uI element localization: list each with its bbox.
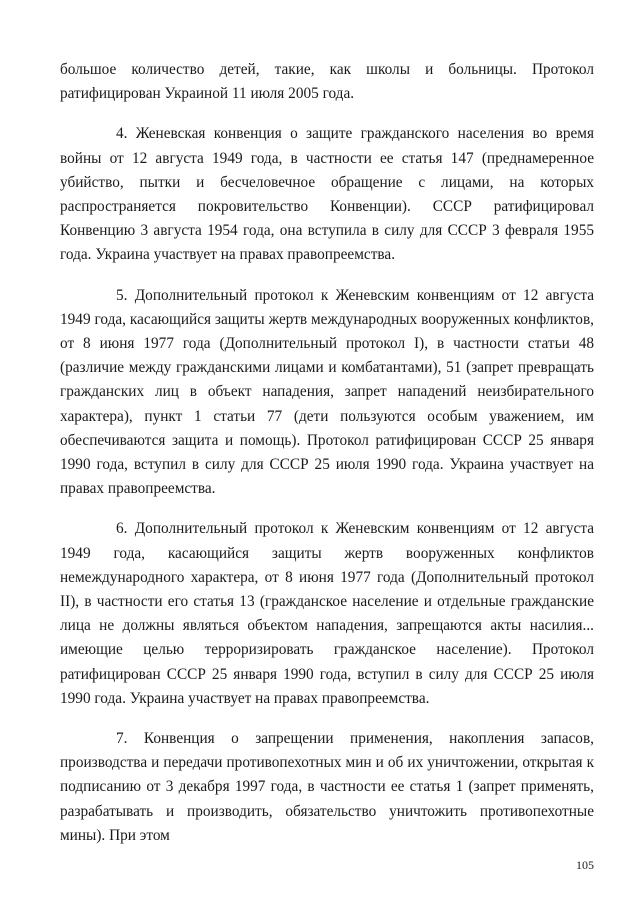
page-number: 105 <box>576 858 594 872</box>
paragraph-item-5: 5. Дополнительный протокол к Женевским конвенциям от 12 августа 1949 года, касающийся защиты жертв международных вооруженных конфликтов, от 8 июня 1977 года (Дополнительный протокол I), в частности статьи 48 (различие между гражданскими лицами и комбатантами), 51 (запрет превращать гражданских лиц в объект нападения, запрет нападений неизбирательного характера), пункт 1 статьи 77 (дети пользуются особым уважением, им обеспечиваются защита и помощь). Протокол ратифицирован СССР 25 января 1990 года, вступил в силу для СССР 25 июля 1990 года. Украина участвует на правах правопреемства. <box>60 286 594 498</box>
document-body <box>60 58 594 864</box>
paragraph-item-7: 7. Конвенция о запрещении применения, накопления запасов, производства и передачи противопехотных мин и об их уничтожении, открытая к подписанию от 3 декабря 1997 года, в частности ее статья 1 (запрет применять, разрабатывать и производить, обязательство уничтожить противопехотные мины). При этом <box>60 730 594 844</box>
paragraph-item-6: 6. Дополнительный протокол к Женевским конвенциям от 12 августа 1949 года, касающийся защиты жертв вооруженных конфликтов немеждународного характера, от 8 июня 1977 года (Дополнительный протокол II), в частности его статья 13 (гражданское население и отдельные гражданские лица не должны являться объектом нападения, запрещаются акты насилия... имеющие целью терроризировать гражданское население). Протокол ратифицирован СССР 25 января 1990 года, вступил в силу для СССР 25 июля 1990 года. Украина участвует на правах правопреемства. <box>60 520 594 707</box>
paragraph-continuation: большое количество детей, такие, как школы и больницы. Протокол ратифицирован Украиной 11 июля 2005 года. <box>60 61 594 103</box>
paragraph-item-4: 4. Женевская конвенция о защите гражданского населения во время войны от 12 августа 1949 года, в частности ее статья 147 (преднамеренное убийство, пытки и бесчеловечное обращение с лицами, на которых распространяется покровительство Конвенции). СССР ратифицировал Конвенцию 3 августа 1954 года, она вступила в силу для СССР 3 февраля 1955 года. Украина участвует на правах правопреемства. <box>60 125 594 264</box>
